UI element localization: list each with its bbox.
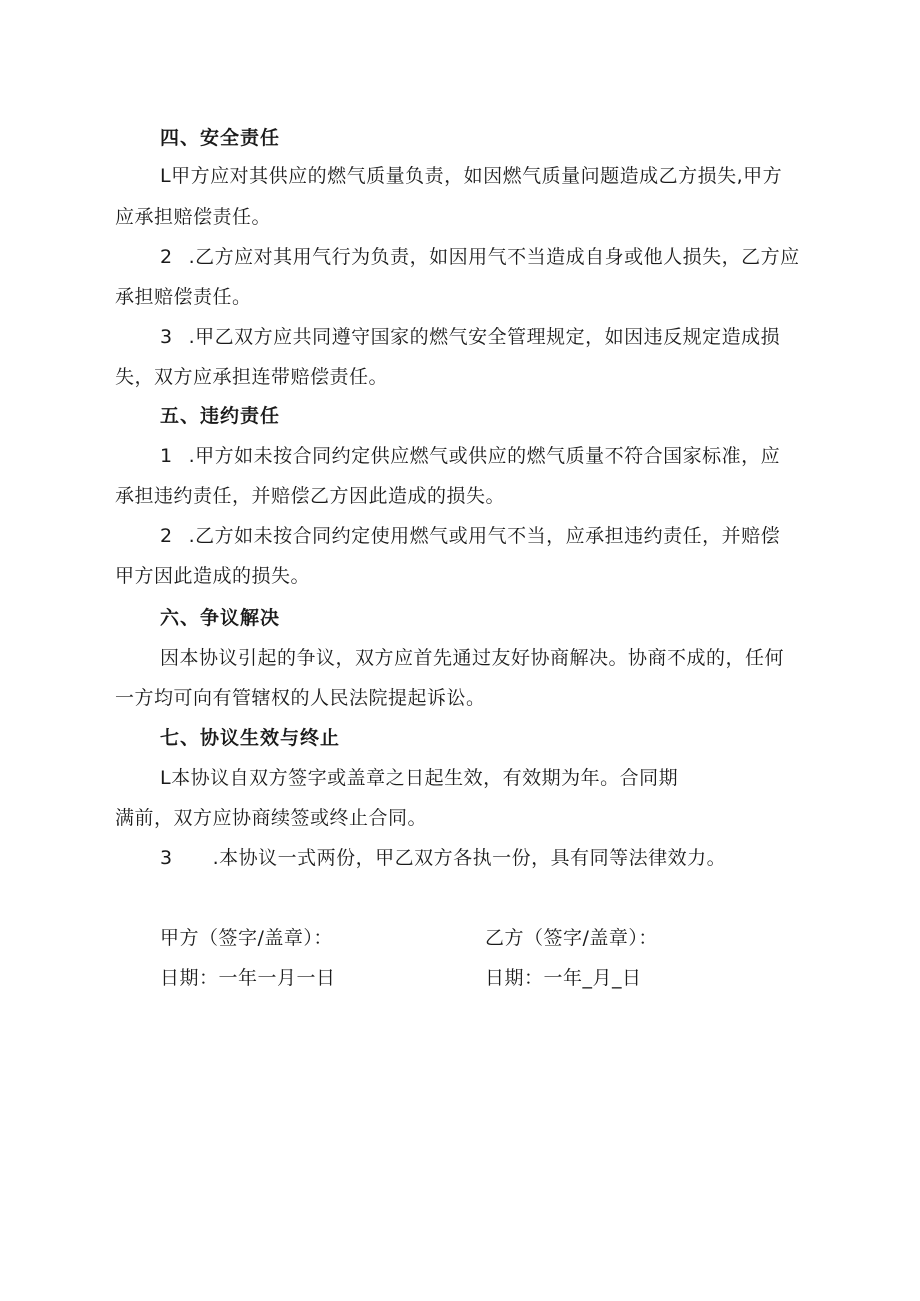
effect-clause-1-line1: L本协议自双方签字或盖章之日起生效，有效期为年。合同期 [160,767,679,789]
breach-clause-2-line1 [160,524,780,548]
safety-clause-2-line2: 承担赔偿责任。 [115,286,252,308]
clause-number: 2 [160,246,173,268]
clause-number: 3 [160,847,173,869]
safety-clause-1-line2: 应承担赔偿责任。 [115,206,272,228]
clause-number: 1 [160,445,173,467]
clause-text: .本协议一式两份，甲乙双方各执一份，具有同等法律效力。 [212,847,727,869]
party-a-signature-label: 甲方（签字/盖章）： [160,927,333,949]
breach-clause-2-line2: 甲方因此造成的损失。 [115,565,311,587]
safety-clause-2-line1 [160,245,800,269]
safety-clause-1-line1: L甲方应对其供应的燃气质量负责，如因燃气质量问题造成乙方损失,甲方 [160,165,783,187]
effect-clause-3-line1 [160,846,726,870]
dispute-clause-line1: 因本协议引起的争议，双方应首先通过友好协商解决。协商不成的，任何 [160,647,785,669]
party-a-date-label: 日期：一年一月一日 [160,967,336,989]
section-heading-dispute: 六、争议解决 [160,607,281,629]
section-heading-safety: 四、安全责任 [160,127,281,149]
party-b-date-label: 日期：一年_月_日 [485,967,642,989]
effect-clause-1-line2: 满前，双方应协商续签或终止合同。 [115,807,428,829]
clause-number: 3 [160,326,173,348]
clause-text: .甲方如未按合同约定供应燃气或供应的燃气质量不符合国家标准，应 [188,445,781,467]
section-heading-breach: 五、违约责任 [160,405,281,427]
breach-clause-1-line2: 承担违约责任，并赔偿乙方因此造成的损失。 [115,485,506,507]
clause-text: .甲乙双方应共同遵守国家的燃气安全管理规定，如因违反规定造成损 [188,326,781,348]
dispute-clause-line2: 一方均可向有管辖权的人民法院提起诉讼。 [115,687,486,709]
safety-clause-3-line2: 失，双方应承担连带赔偿责任。 [115,366,389,388]
safety-clause-3-line1 [160,325,780,349]
breach-clause-1-line1 [160,444,780,468]
party-b-signature-label: 乙方（签字/盖章）： [485,927,658,949]
section-heading-effect: 七、协议生效与终止 [160,727,341,749]
clause-text: .乙方如未按合同约定使用燃气或用气不当，应承担违约责任，并赔偿 [188,525,781,547]
clause-text: .乙方应对其用气行为负责，如因用气不当造成自身或他人损失，乙方应 [188,246,800,268]
clause-number: 2 [160,525,173,547]
